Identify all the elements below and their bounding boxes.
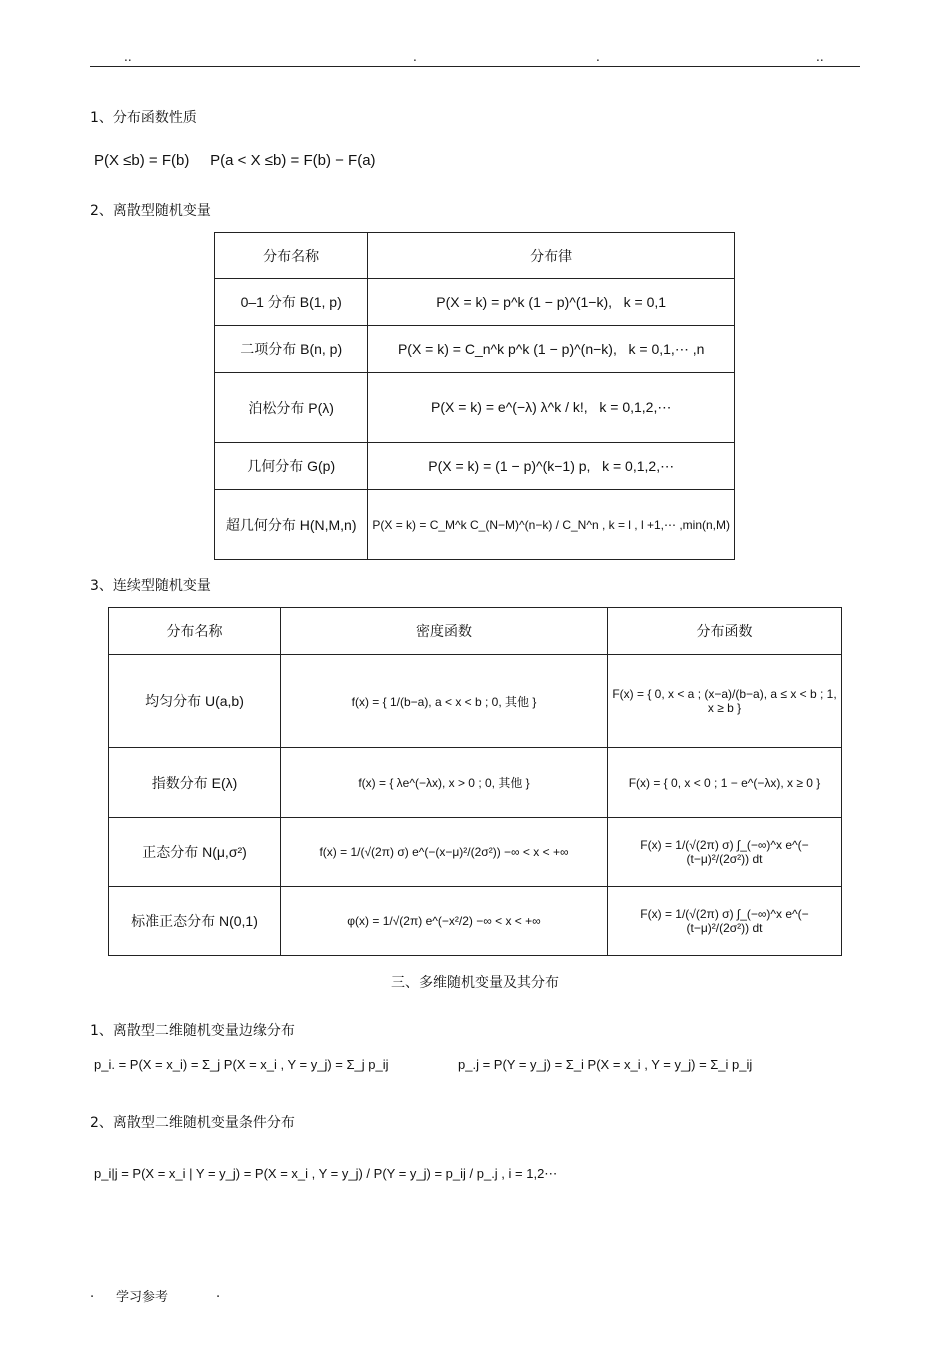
section-3-heading: 3、连续型随机变量 [90,578,211,594]
distribution-function: F(x) = 1/(√(2π) σ) ∫_(−∞)^x e^(−(t−μ)²/(2σ²)) dt [608,818,842,887]
table-row [109,748,842,818]
distribution-name: 二项分布 B(n, p) [215,326,368,373]
distribution-name: 正态分布 N(μ,σ²) [109,818,281,887]
distribution-name: 标准正态分布 N(0,1) [109,887,281,956]
table-header-cell: 分布律 [368,233,735,279]
distribution-name: 泊松分布 P(λ) [215,373,368,443]
header-dot: .. [124,50,132,64]
table-row [215,279,735,326]
table-row [215,373,735,443]
footer-dot: . [90,1286,95,1301]
discrete-distributions-table [214,232,735,560]
distribution-law: P(X = k) = (1 − p)^(k−1) p, k = 0,1,2,⋯ [368,443,735,490]
conditional-formula: p_i|j = P(X = x_i | Y = y_j) = P(X = x_i , Y = y_j) / P(Y = y_j) = p_ij / p_.j , i = 1,2⋯ [94,1166,558,1181]
footer-dot: . [216,1286,221,1301]
table-row [109,887,842,956]
distribution-name: 指数分布 E(λ) [109,748,281,818]
multi-1-heading: 1、离散型二维随机变量边缘分布 [90,1023,295,1039]
footer-text: 学习参考 [116,1290,169,1305]
table-row [215,490,735,560]
distribution-name: 0–1 分布 B(1, p) [215,279,368,326]
part-3-title: 三、多维随机变量及其分布 [391,975,559,991]
table-row [109,655,842,748]
header-rule [90,66,860,67]
multi-2-heading: 2、离散型二维随机变量条件分布 [90,1115,295,1131]
header-dot: . [413,50,417,64]
distribution-law: P(X = k) = C_n^k p^k (1 − p)^(n−k), k = 0,1,⋯ ,n [368,326,735,373]
distribution-law: P(X = k) = p^k (1 − p)^(1−k), k = 0,1 [368,279,735,326]
table-header-cell: 分布函数 [608,608,842,655]
density-function: f(x) = 1/(√(2π) σ) e^(−(x−μ)²/(2σ²)) −∞ < x < +∞ [281,818,608,887]
marginal-x-formula: p_i. = P(X = x_i) = Σ_j P(X = x_i , Y = y_j) = Σ_j p_ij [94,1057,389,1072]
density-function: f(x) = { 1/(b−a), a < x < b ; 0, 其他 } [281,655,608,748]
header-dot: .. [816,50,824,64]
distribution-name: 几何分布 G(p) [215,443,368,490]
continuous-distributions-table [108,607,842,956]
section-1-heading: 1、分布函数性质 [90,110,197,126]
table-header-cell: 分布名称 [109,608,281,655]
distribution-function: F(x) = { 0, x < 0 ; 1 − e^(−λx), x ≥ 0 } [608,748,842,818]
table-row [215,443,735,490]
table-row [215,326,735,373]
table-header-cell: 分布名称 [215,233,368,279]
marginal-y-formula: p_.j = P(Y = y_j) = Σ_i P(X = x_i , Y = y_j) = Σ_i p_ij [458,1057,753,1072]
density-function: f(x) = { λe^(−λx), x > 0 ; 0, 其他 } [281,748,608,818]
distribution-law: P(X = k) = C_M^k C_(N−M)^(n−k) / C_N^n , k = l , l +1,⋯ ,min(n,M) [368,490,735,560]
table-header-cell: 密度函数 [281,608,608,655]
cdf-property-formula: P(X ≤b) = F(b) P(a < X ≤b) = F(b) − F(a) [94,152,376,169]
distribution-function: F(x) = { 0, x < a ; (x−a)/(b−a), a ≤ x < b ; 1, x ≥ b } [608,655,842,748]
density-function: φ(x) = 1/√(2π) e^(−x²/2) −∞ < x < +∞ [281,887,608,956]
header-dot: . [596,50,600,64]
section-2-heading: 2、离散型随机变量 [90,203,211,219]
distribution-name: 超几何分布 H(N,M,n) [215,490,368,560]
distribution-law: P(X = k) = e^(−λ) λ^k / k!, k = 0,1,2,⋯ [368,373,735,443]
distribution-name: 均匀分布 U(a,b) [109,655,281,748]
distribution-function: F(x) = 1/(√(2π) σ) ∫_(−∞)^x e^(−(t−μ)²/(2σ²)) dt [608,887,842,956]
table-row [109,818,842,887]
